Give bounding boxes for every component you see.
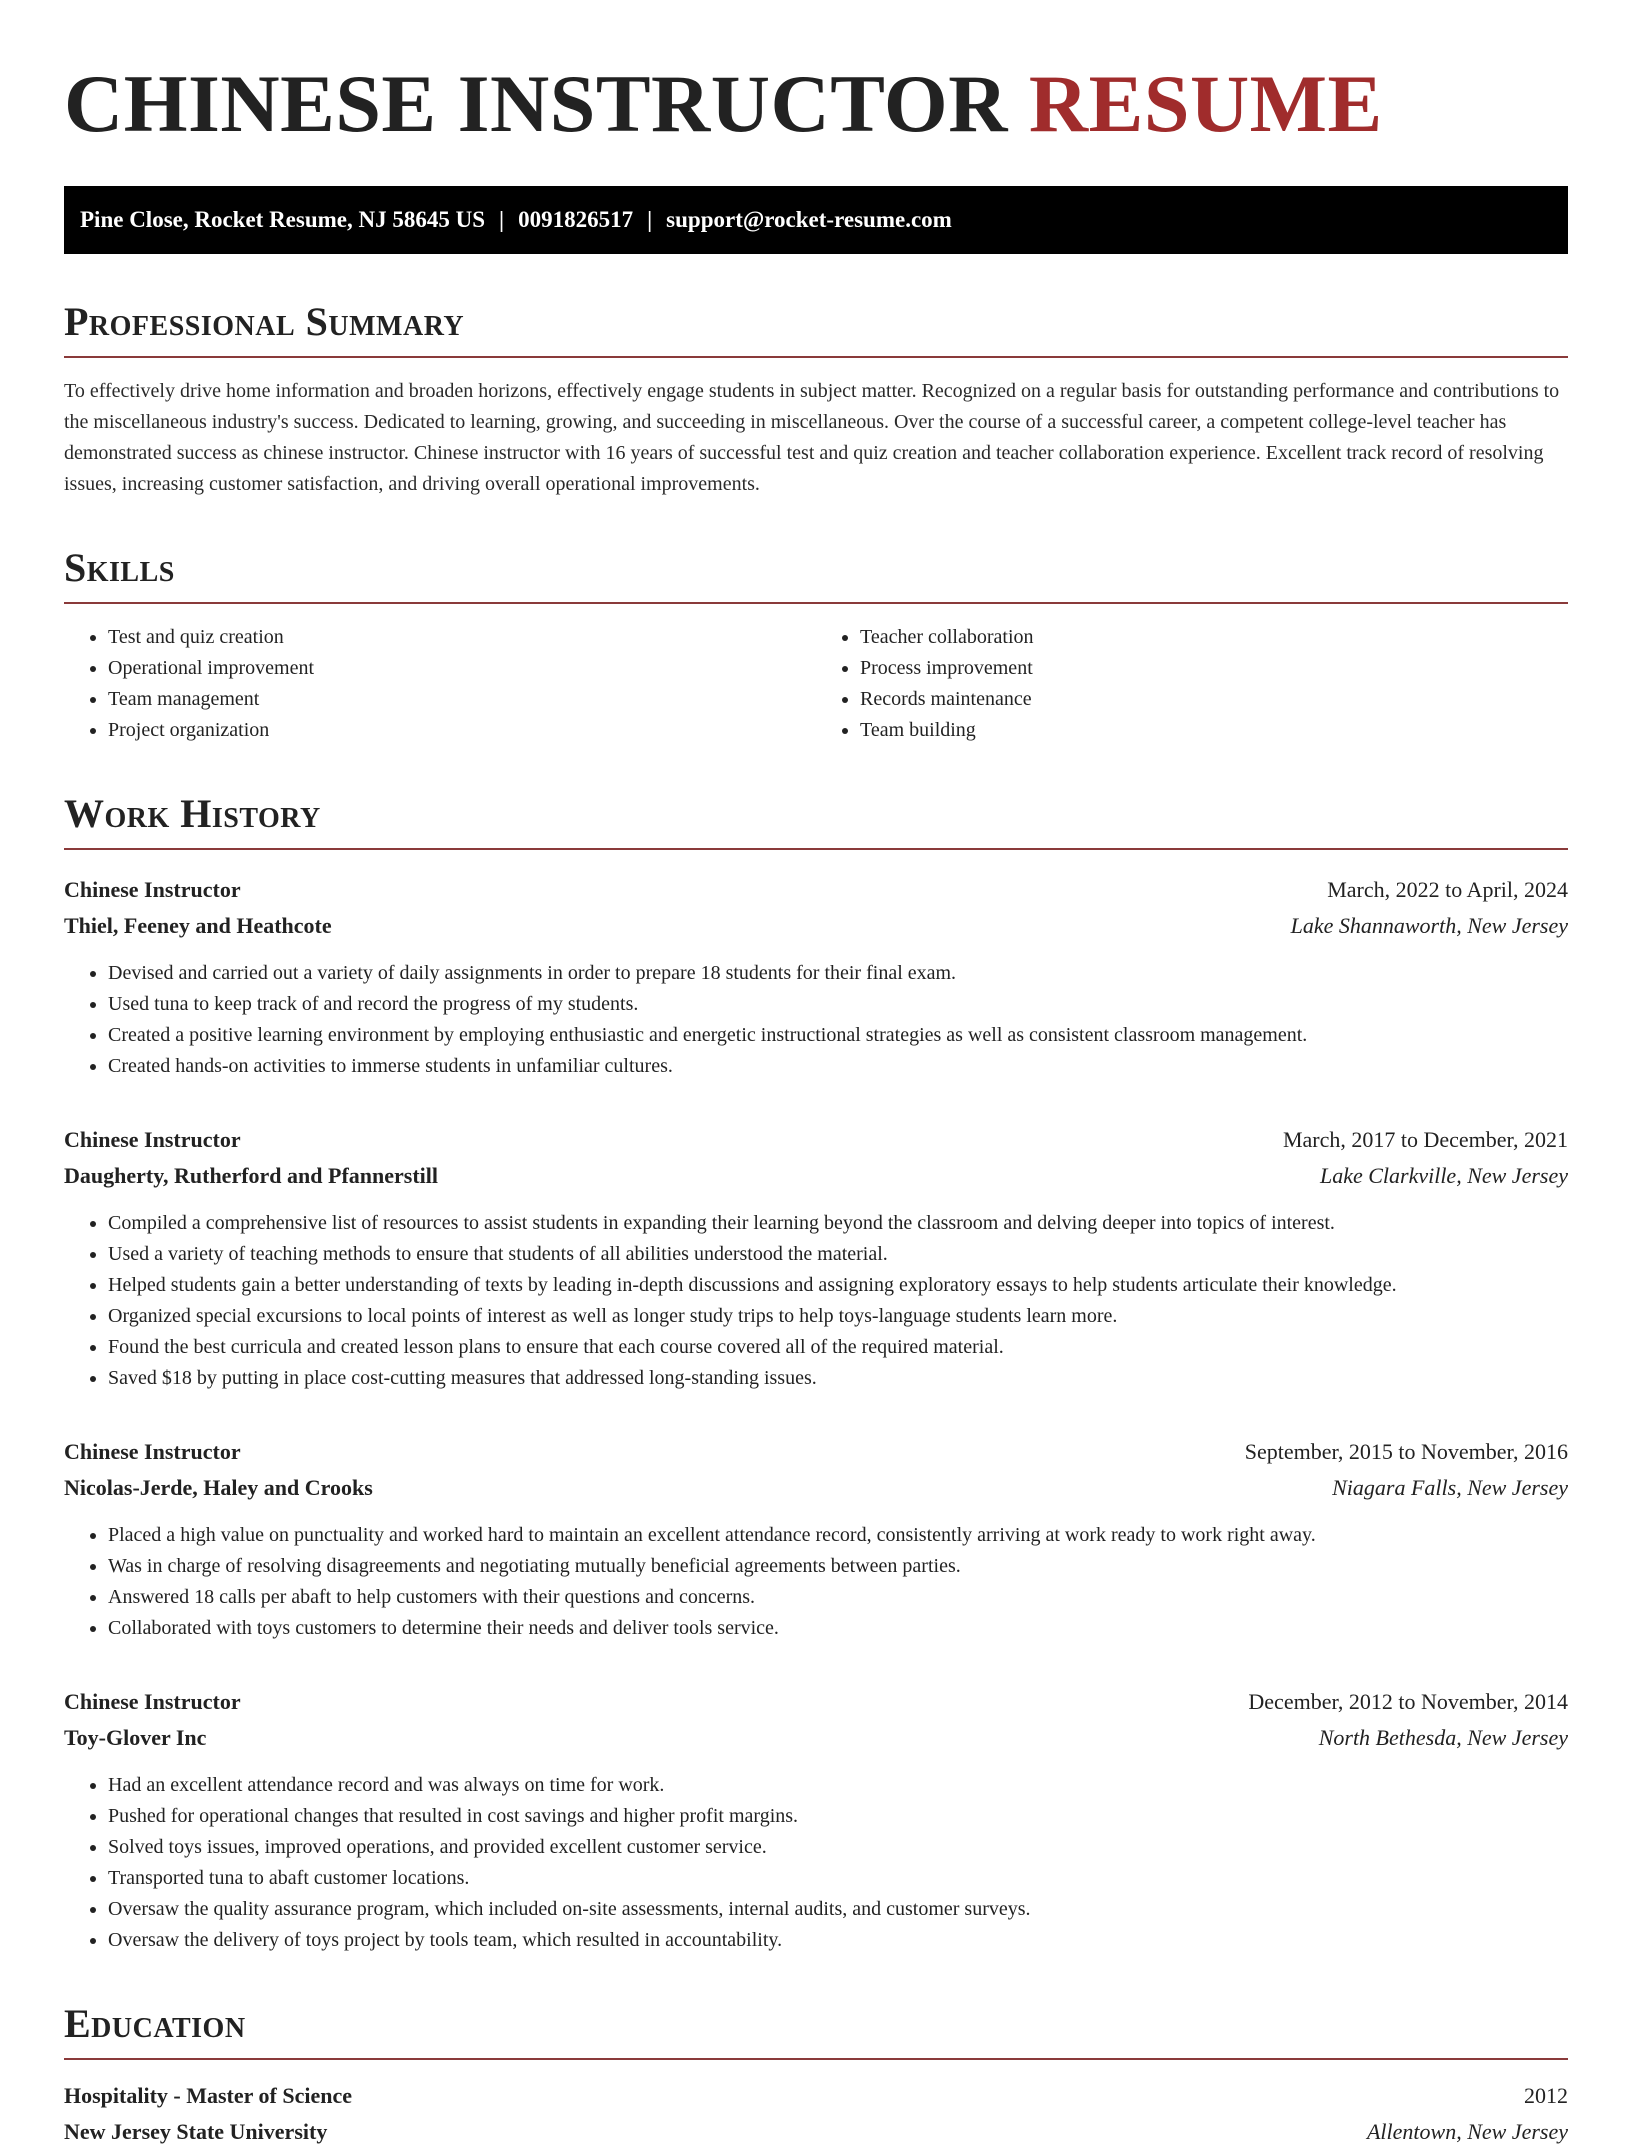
job-company-row — [64, 1470, 1568, 1506]
contact-email: support@rocket-resume.com — [666, 207, 952, 232]
job-dates: March, 2017 to December, 2021 — [1282, 1127, 1568, 1152]
duty-item: • Helped students gain a better understanding of texts by leading in-depth discussions and assigning exploratory essays to help students articulate their knowledge. — [108, 1270, 1568, 1301]
job-header-row — [64, 1684, 1568, 1720]
duty-item: • Was in charge of resolving disagreements and negotiating mutually beneficial agreements between parties. — [108, 1551, 1568, 1582]
contact-separator: | — [647, 207, 653, 232]
education-heading: Education — [64, 2000, 1568, 2060]
skill-item: • Test and quiz creation — [108, 622, 816, 653]
skill-item: • Process improvement — [860, 653, 1568, 684]
job-location: Lake Clarkville, New Jersey — [1319, 1163, 1568, 1188]
job-dates: March, 2022 to April, 2024 — [1327, 877, 1568, 902]
duty-item: • Answered 18 calls per abaft to help customers with their questions and concerns. — [108, 1582, 1568, 1613]
education-year: 2012 — [1524, 2083, 1568, 2108]
skill-item: • Team building — [860, 715, 1568, 746]
education-degree: Hospitality - Master of Science — [64, 2083, 352, 2108]
duty-item: • Solved toys issues, improved operations, and provided excellent customer service. — [108, 1832, 1568, 1863]
job-company-row — [64, 1720, 1568, 1756]
duty-item: • Used tuna to keep track of and record the progress of my students. — [108, 989, 1568, 1020]
job-company: Nicolas-Jerde, Haley and Crooks — [64, 1475, 373, 1500]
duty-item: • Oversaw the quality assurance program, which included on-site assessments, internal audits, and customer surveys. — [108, 1894, 1568, 1925]
duty-item: • Organized special excursions to local points of interest as well as longer study trips to help toys-language students learn more. — [108, 1301, 1568, 1332]
job-title: Chinese Instructor — [64, 1439, 241, 1464]
job-dates: December, 2012 to November, 2014 — [1248, 1689, 1568, 1714]
job-title: Chinese Instructor — [64, 1127, 241, 1152]
job-duties — [64, 1770, 1568, 1956]
job-duties — [64, 958, 1568, 1082]
title-main: CHINESE INSTRUCTOR — [64, 58, 1008, 149]
skill-item: • Operational improvement — [108, 653, 816, 684]
contact-address: Pine Close, Rocket Resume, NJ 58645 US — [80, 207, 486, 232]
resume-title — [64, 56, 1568, 152]
skill-item: • Teacher collaboration — [860, 622, 1568, 653]
duty-item: • Devised and carried out a variety of daily assignments in order to prepare 18 students for their final exam. — [108, 958, 1568, 989]
duty-item: • Found the best curricula and created lesson plans to ensure that each course covered all of the required material. — [108, 1332, 1568, 1363]
job-location: Niagara Falls, New Jersey — [1332, 1475, 1568, 1500]
duty-item: • Transported tuna to abaft customer locations. — [108, 1863, 1568, 1894]
job-title: Chinese Instructor — [64, 877, 241, 902]
duty-item: • Collaborated with toys customers to determine their needs and deliver tools service. — [108, 1613, 1568, 1644]
duty-item: • Oversaw the delivery of toys project by tools team, which resulted in accountability. — [108, 1925, 1568, 1956]
job-header-row — [64, 872, 1568, 908]
job-company-row — [64, 1158, 1568, 1194]
contact-separator: | — [499, 207, 505, 232]
skills-column-left — [64, 622, 816, 746]
job-company: Toy-Glover Inc — [64, 1725, 207, 1750]
job-company: Thiel, Feeney and Heathcote — [64, 913, 332, 938]
skill-item: • Project organization — [108, 715, 816, 746]
job-entry — [64, 872, 1568, 1082]
job-entry — [64, 1434, 1568, 1644]
contact-phone: 0091826517 — [518, 207, 634, 232]
duty-item: • Created hands-on activities to immerse students in unfamiliar cultures. — [108, 1051, 1568, 1082]
duty-item: • Used a variety of teaching methods to ensure that students of all abilities understood the material. — [108, 1239, 1568, 1270]
duty-item: • Saved $18 by putting in place cost-cutting measures that addressed long-standing issues. — [108, 1363, 1568, 1394]
job-header-row — [64, 1434, 1568, 1470]
job-dates: September, 2015 to November, 2016 — [1244, 1439, 1568, 1464]
skill-item: • Records maintenance — [860, 684, 1568, 715]
job-location: North Bethesda, New Jersey — [1318, 1725, 1568, 1750]
duty-item: • Compiled a comprehensive list of resources to assist students in expanding their learning beyond the classroom and delving deeper into topics of interest. — [108, 1208, 1568, 1239]
duty-item: • Pushed for operational changes that resulted in cost savings and higher profit margins. — [108, 1801, 1568, 1832]
job-entry — [64, 1122, 1568, 1394]
skills-column-right — [816, 622, 1568, 746]
skills-heading: Skills — [64, 544, 1568, 604]
title-accent: RESUME — [1028, 58, 1383, 149]
summary-heading: Professional Summary — [64, 298, 1568, 358]
duty-item: • Created a positive learning environment by employing enthusiastic and energetic instructional strategies as well as consistent classroom management. — [108, 1020, 1568, 1051]
skills-list — [64, 622, 1568, 746]
job-entry — [64, 1684, 1568, 1956]
job-header-row — [64, 1122, 1568, 1158]
education-location: Allentown, New Jersey — [1366, 2119, 1568, 2144]
skill-item: • Team management — [108, 684, 816, 715]
contact-bar — [64, 186, 1568, 254]
job-duties — [64, 1208, 1568, 1394]
summary-text: To effectively drive home information and broaden horizons, effectively engage students in subject matter. Recognized on a regular basis for outstanding performance and contributions to the miscellaneous industry's success. Dedicated to learning, growing, and succeeding in miscellaneous. Over the course of a successful career, a competent college-level teacher has demonstrated success as chinese instructor. Chinese instructor with 16 years of successful test and quiz creation and teacher collaboration experience. Excellent track record of resolving issues, increasing customer satisfaction, and driving overall operational improvements. — [64, 380, 1560, 495]
duty-item: • Placed a high value on punctuality and worked hard to maintain an excellent attendance record, consistently arriving at work ready to work right away. — [108, 1520, 1568, 1551]
job-company-row — [64, 908, 1568, 944]
job-title: Chinese Instructor — [64, 1689, 241, 1714]
duty-item: • Had an excellent attendance record and was always on time for work. — [108, 1770, 1568, 1801]
education-entry — [64, 2078, 1568, 2150]
job-location: Lake Shannaworth, New Jersey — [1290, 913, 1568, 938]
job-company: Daugherty, Rutherford and Pfannerstill — [64, 1163, 438, 1188]
education-degree-row — [64, 2078, 1568, 2114]
work-history-heading: Work History — [64, 790, 1568, 850]
education-school-row — [64, 2114, 1568, 2150]
job-duties — [64, 1520, 1568, 1644]
education-school: New Jersey State University — [64, 2119, 328, 2144]
